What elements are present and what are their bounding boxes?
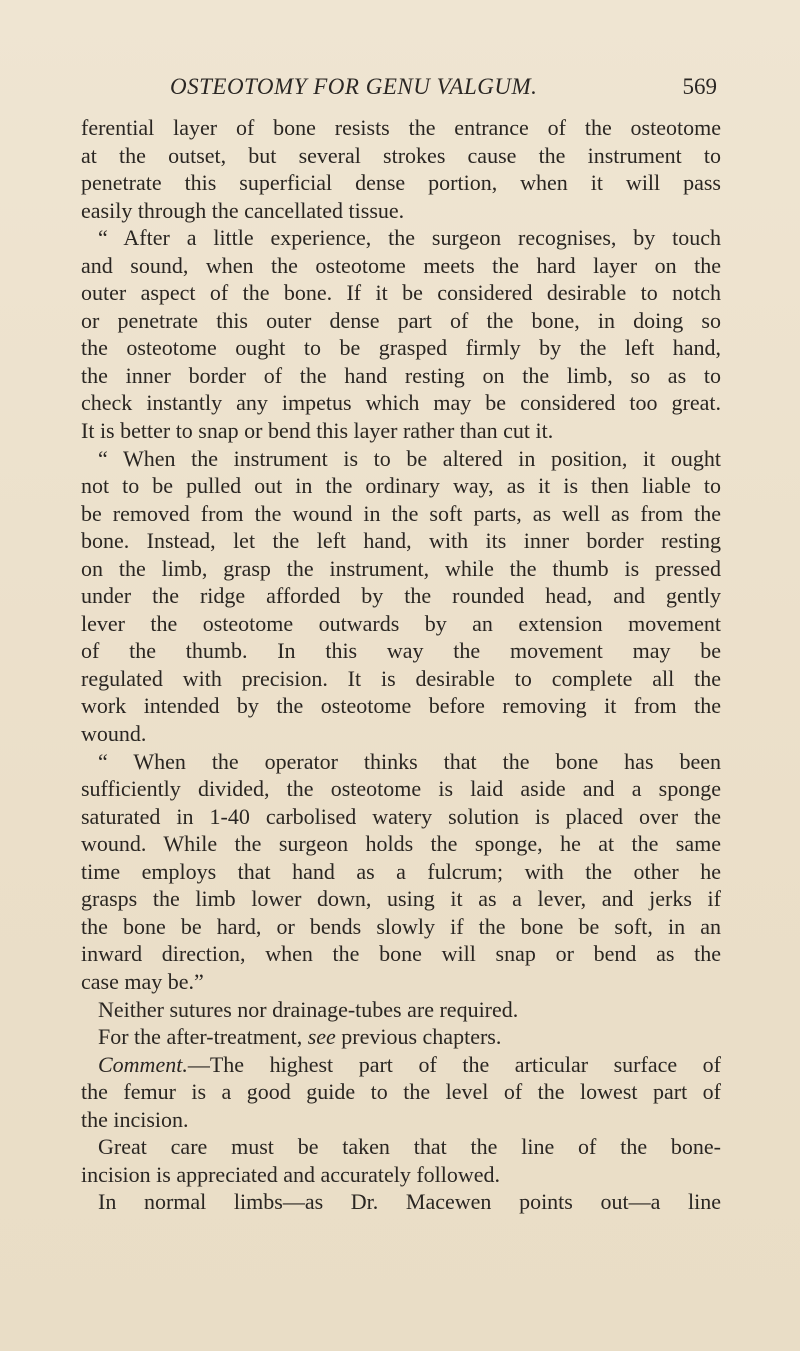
text-line: penetrate this superficial dense portion, when it will pass [81,170,721,196]
text-line: or penetrate this outer dense part of the bone, in doing so [81,307,721,333]
text-line: ferential layer of bone resists the entrance of the osteotome [81,115,721,140]
text-line [81,1051,721,1079]
text-line: work intended by the osteotome before removing it from the [81,693,721,719]
text-line: the inner border of the hand resting on the limb, so as to [81,362,721,388]
text-line: at the outset, but several strokes cause the instrument to [81,142,721,168]
text-line: In normal limbs—as Dr. Macewen points out—a line [98,1189,721,1215]
body-text [81,114,721,1216]
text-line: not to be pulled out in the ordinary way, as it is then liable to [81,473,721,499]
text-line: inward direction, when the bone will snap or bend as the [81,941,721,967]
text-line: saturated in 1-40 carbolised watery solution is placed over the [81,803,721,829]
text-line: “ After a little experience, the surgeon recognises, by touch [98,225,721,251]
text-line: of the thumb. In this way the movement may be [81,638,721,664]
text-line: the bone be hard, or bends slowly if the bone be soft, in an [81,913,721,939]
text-line: under the ridge afforded by the rounded head, and gently [81,583,721,609]
text-line: wound. [81,721,147,747]
text-line: lever the osteotome outwards by an extension movement [81,610,721,636]
text-line: regulated with precision. It is desirable to complete all the [81,665,721,691]
text-line: Neither sutures nor drainage-tubes are required. [98,996,519,1022]
text-line: bone. Instead, let the left hand, with its inner border resting [81,528,721,554]
text-line: be removed from the wound in the soft parts, as well as from the [81,500,721,526]
text-line [81,1023,721,1051]
text-line: “ When the instrument is to be altered in position, it ought [98,445,721,471]
text-line: grasps the limb lower down, using it as a lever, and jerks if [81,886,721,912]
text-line: wound. While the surgeon holds the sponge, he at the same [81,831,721,857]
text-line: time employs that hand as a fulcrum; with the other he [81,858,721,884]
text-line: outer aspect of the bone. If it be considered desirable to notch [81,280,721,306]
text-line: the incision. [81,1106,189,1132]
text-line: the femur is a good guide to the level of the lowest part of [81,1079,721,1105]
text-segment: For the after-treatment, [98,1024,308,1050]
text-line: sufficiently divided, the osteotome is laid aside and a sponge [81,776,721,802]
text-line: easily through the cancellated tissue. [81,197,405,223]
text-line: Great care must be taken that the line of the bone- [98,1134,721,1160]
text-segment-italic: Comment. [98,1051,188,1077]
text-line: the osteotome ought to be grasped firmly by the left hand, [81,335,721,361]
text-line: check instantly any impetus which may be considered too great. [81,390,721,416]
text-segment: previous chapters. [335,1024,502,1050]
text-line: case may be.” [81,968,204,994]
text-segment: —The highest part of the articular surface of [187,1051,721,1077]
text-line: incision is appreciated and accurately followed. [81,1161,501,1187]
text-segment-italic: see [307,1024,336,1050]
running-head-title: OSTEOTOMY FOR GENU VALGUM. [170,74,538,99]
text-line: “ When the operator thinks that the bone has been [98,748,721,774]
text-line: on the limb, grasp the instrument, while the thumb is pressed [81,555,721,581]
text-line: It is better to snap or bend this layer rather than cut it. [81,418,554,444]
text-line: and sound, when the osteotome meets the hard layer on the [81,252,721,278]
page-number: 569 [682,74,717,99]
